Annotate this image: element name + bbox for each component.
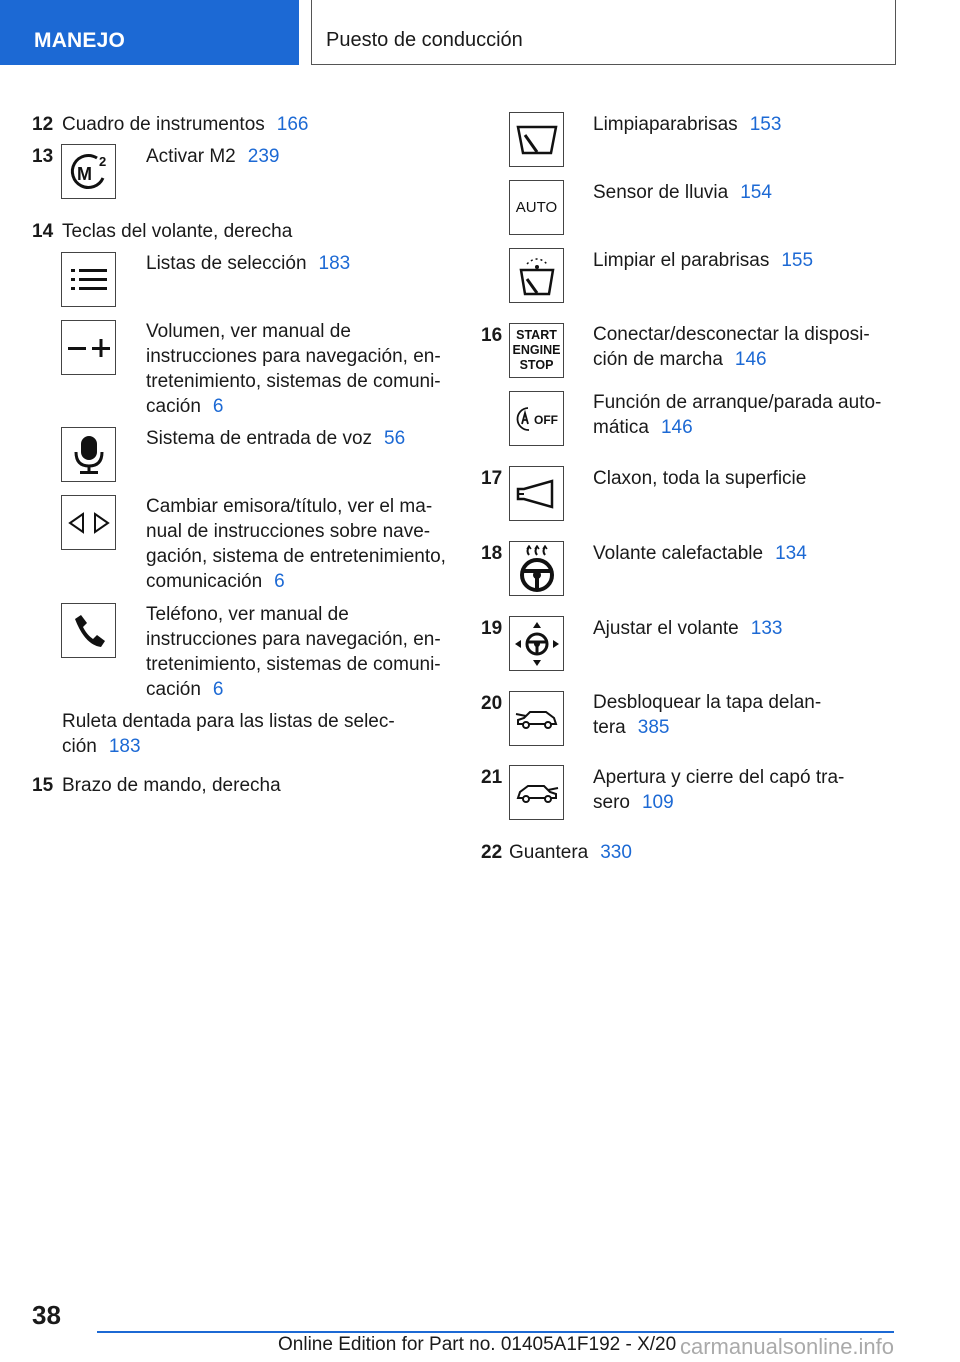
page-ref-link[interactable]: 134 [775, 543, 807, 564]
item-text: Activar M2 239 [146, 146, 280, 167]
wiper-icon [509, 112, 564, 167]
item-text: Cambiar emisora/título, ver el ma- nual de instrucciones sobre nave- gación, sistema de entretenimiento, comunicación 6 [146, 496, 446, 592]
item-text: Ruleta dentada para las listas de selec- ción 183 [62, 711, 395, 757]
svg-text:M: M [76, 163, 92, 184]
voice-input-icon [61, 427, 116, 482]
item-text: Cuadro de instrumentos 166 [62, 114, 309, 135]
steering-adjust-icon [509, 616, 564, 671]
item-text: Teléfono, ver manual de instrucciones para navegación, en- tretenimiento, sistemas de comuni- cación 6 [146, 604, 441, 700]
item-number: 13 [32, 146, 54, 167]
section-tab [0, 0, 299, 65]
edition-text: Online Edition for Part no. 01405A1F192 - X/20 [278, 1334, 677, 1355]
item-text: Listas de selección 183 [146, 253, 351, 274]
chapter-header [311, 0, 896, 65]
page-ref-link[interactable]: 183 [108, 736, 141, 757]
telephone-icon [61, 603, 116, 658]
start-stop-icon: START ENGINE STOP [509, 323, 564, 378]
item-text: Apertura y cierre del capó tra- sero 109 [593, 767, 845, 813]
tailgate-icon [509, 765, 564, 820]
page-number: 38 [32, 1300, 61, 1330]
page-ref-link[interactable]: 109 [641, 792, 674, 813]
item-text: Brazo de mando, derecha [62, 775, 281, 796]
page-ref-link[interactable]: 133 [750, 618, 783, 639]
item-number: 12 [32, 114, 54, 135]
m2-mode-icon [61, 144, 116, 199]
item-text: Limpiaparabrisas 153 [593, 114, 782, 135]
washer-icon [509, 248, 564, 303]
svg-text:2: 2 [98, 153, 106, 169]
list-icon [61, 252, 116, 307]
page-ref-link[interactable]: 155 [781, 250, 814, 271]
volume-minus-plus-icon [61, 320, 116, 375]
page-ref-link[interactable]: 154 [740, 182, 772, 203]
item-number: 19 [481, 618, 503, 639]
item-number: 18 [481, 543, 503, 564]
item-text: Ajustar el volante 133 [593, 618, 783, 639]
item-text: Sensor de lluvia 154 [593, 182, 772, 203]
page-ref-link[interactable]: 6 [274, 571, 285, 592]
page-ref-link[interactable]: 166 [276, 114, 309, 135]
item-text: Claxon, toda la superficie [593, 468, 807, 489]
page-ref-link[interactable]: 153 [749, 114, 782, 135]
horn-icon [509, 466, 564, 521]
chapter-title: Puesto de conducción [326, 29, 523, 51]
item-number: 20 [481, 693, 503, 714]
item-text: Guantera 330 [509, 842, 632, 863]
item-text: Volumen, ver manual de instrucciones para navegación, en- tretenimiento, sistemas de comuni- cación 6 [146, 321, 441, 417]
footer-divider [97, 1331, 894, 1333]
page-ref-link[interactable]: 385 [637, 717, 670, 738]
auto-icon: AUTO [509, 180, 564, 235]
item-text: Desbloquear la tapa delan- tera 385 [593, 692, 822, 738]
auto-start-stop-off-icon [509, 391, 564, 446]
page-ref-link[interactable]: 330 [600, 842, 632, 863]
page-ref-link[interactable]: 146 [734, 349, 767, 370]
item-number: 21 [481, 767, 503, 788]
item-number: 22 [481, 842, 503, 863]
page-ref-link[interactable]: 6 [212, 679, 224, 700]
page-ref-link[interactable]: 146 [660, 417, 693, 438]
front-lid-icon [509, 691, 564, 746]
section-label: MANEJO [34, 29, 126, 52]
item-text: Teclas del volante, derecha [62, 221, 293, 242]
item-text: Volante calefactable 134 [593, 543, 807, 564]
heated-steering-wheel-icon [509, 541, 564, 596]
prev-next-icon [61, 495, 116, 550]
page-ref-link[interactable]: 56 [384, 428, 406, 449]
item-text: Conectar/desconectar la disposi- ción de marcha 146 [593, 324, 870, 370]
item-text: Función de arranque/parada auto- mática 146 [593, 392, 882, 438]
page-ref-link[interactable]: 183 [318, 253, 351, 274]
item-number: 16 [481, 325, 503, 346]
svg-text:OFF: OFF [533, 412, 558, 427]
item-number: 14 [32, 221, 54, 242]
item-text: Limpiar el parabrisas 155 [593, 250, 814, 271]
item-text: Sistema de entrada de voz 56 [146, 428, 406, 449]
watermark: carmanualsonline.info [680, 1334, 895, 1359]
item-number: 17 [481, 468, 503, 489]
item-number: 15 [32, 775, 54, 796]
page-ref-link[interactable]: 239 [247, 146, 280, 167]
page-ref-link[interactable]: 6 [212, 396, 224, 417]
